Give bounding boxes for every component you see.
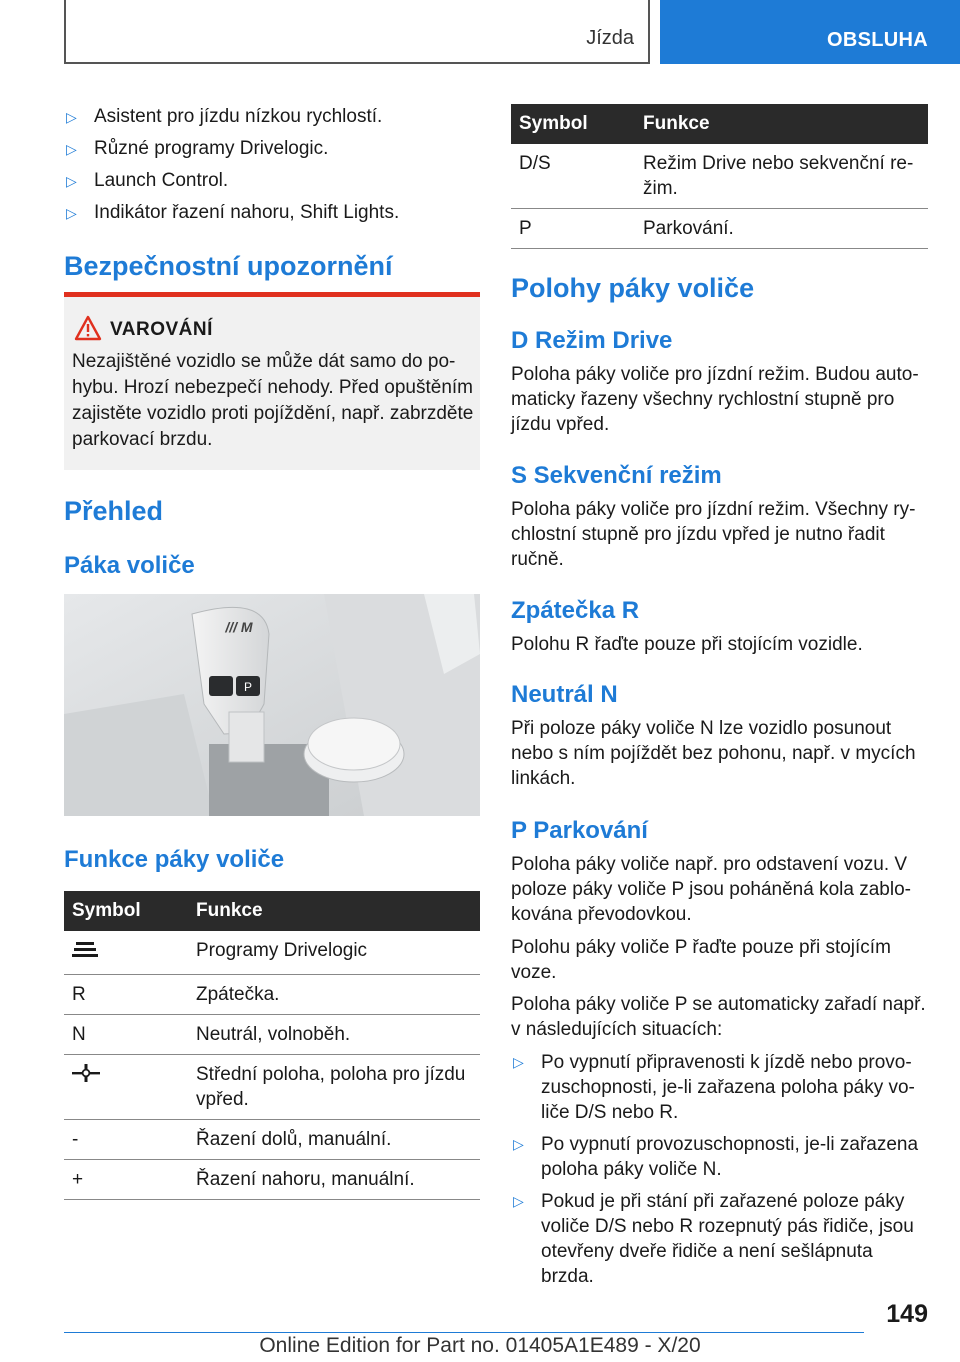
warning-triangle-icon xyxy=(74,315,102,341)
svg-text:/// M: /// M xyxy=(225,619,253,635)
table-header-row xyxy=(64,891,480,931)
triangle-bullet-icon: ▷ xyxy=(513,1054,524,1070)
table-row xyxy=(64,931,480,975)
symbol-cell: R xyxy=(64,975,188,1015)
function-cell: Parkování. xyxy=(635,209,928,249)
function-cell: Střední poloha, poloha pro jízdu vpřed. xyxy=(188,1055,480,1120)
col-function-header: Funkce xyxy=(635,104,928,144)
table-row xyxy=(64,975,480,1015)
table-row xyxy=(64,1055,480,1120)
svg-text:P: P xyxy=(243,680,253,694)
symbol-cell: + xyxy=(64,1160,188,1200)
positions-heading: Polohy páky voliče xyxy=(511,273,755,303)
warning-text: Nezajištěné vozidlo se může dát samo do po-hybu. Hrozí nebezpečí nehody. Před opuštěním zajistěte vozidlo proti pojíždění, např. zabrzděte parkovací brzdu. xyxy=(72,351,474,450)
symbol-table-wrap xyxy=(511,104,928,249)
reverse-text: Polohu R řaďte pouze při stojícím vozidle. xyxy=(511,634,863,655)
park-text-1: Poloha páky voliče např. pro odstavení vozu. V poloze páky voliče P jsou poháněná kola zablo-kována převodovkou. xyxy=(511,854,911,925)
park-text-2: Polohu páky voliče P řaďte pouze při stojícím voze. xyxy=(511,937,891,983)
table-row xyxy=(511,209,928,249)
drive-mode-heading: D Režim Drive xyxy=(511,327,673,354)
symbol-cell xyxy=(64,1055,188,1120)
table-row xyxy=(64,1120,480,1160)
symbol-table xyxy=(511,104,928,249)
functions-table-wrap xyxy=(64,891,480,1200)
page-number: 149 xyxy=(886,1300,928,1328)
neutral-heading: Neutrál N xyxy=(511,681,618,708)
header-chapter-box xyxy=(64,0,650,64)
triangle-bullet-icon: ▷ xyxy=(66,109,77,125)
triangle-bullet-icon: ▷ xyxy=(513,1136,524,1152)
symbol-cell: P xyxy=(511,209,635,249)
symbol-cell: D/S xyxy=(511,144,635,209)
gear-selector-illustration xyxy=(64,594,480,816)
table-row xyxy=(64,1015,480,1055)
drive-mode-text: Poloha páky voliče pro jízdní režim. Budou auto-maticky řazeny všechny rychlostní stupně pro jízdu vpřed. xyxy=(511,364,919,435)
park-situations-list xyxy=(511,1050,928,1289)
park-text-3: Poloha páky voliče P se automaticky zařadí např. v následujících situacích: xyxy=(511,994,926,1040)
triangle-bullet-icon: ▷ xyxy=(66,173,77,189)
function-cell: Neutrál, volnoběh. xyxy=(188,1015,480,1055)
symbol-cell xyxy=(64,931,188,975)
park-heading: P Parkování xyxy=(511,817,648,844)
function-cell: Řazení dolů, manuální. xyxy=(188,1120,480,1160)
functions-table xyxy=(64,891,480,1200)
col-symbol-header: Symbol xyxy=(64,891,188,931)
footer-edition: Online Edition for Part no. 01405A1E489 - X/20 xyxy=(259,1334,701,1357)
function-cell: Řazení nahoru, manuální. xyxy=(188,1160,480,1200)
warning-box xyxy=(64,292,480,470)
triangle-bullet-icon: ▷ xyxy=(66,141,77,157)
table-row xyxy=(511,144,928,209)
safety-heading: Bezpečnostní upozornění xyxy=(64,251,393,281)
header-section-tab[interactable] xyxy=(660,0,960,64)
list-item: ▷ Po vypnutí připravenosti k jízdě nebo provo-zuschopnosti, je-li zařazena poloha páky vo-liče D/S nebo R. xyxy=(513,1052,915,1123)
reverse-heading: Zpátečka R xyxy=(511,597,640,624)
header-chapter: Jízda xyxy=(586,27,634,49)
col-function-header: Funkce xyxy=(188,891,480,931)
triangle-bullet-icon: ▷ xyxy=(513,1193,524,1209)
list-item: ▷ Launch Control. xyxy=(64,168,480,194)
triangle-bullet-icon: ▷ xyxy=(66,205,77,221)
selector-lever-heading: Páka voliče xyxy=(64,552,195,579)
symbol-cell: - xyxy=(64,1120,188,1160)
list-item: ▷ Různé programy Drivelogic. xyxy=(64,136,480,162)
footer-divider xyxy=(64,1332,864,1333)
drivelogic-icon xyxy=(72,938,98,960)
header-section-label: OBSLUHA xyxy=(827,29,928,51)
center-position-icon xyxy=(72,1062,100,1084)
function-cell: Zpátečka. xyxy=(188,975,480,1015)
neutral-text: Při poloze páky voliče N lze vozidlo posunout nebo s ním pojíždět bez pohonu, např. v mycích linkách. xyxy=(511,718,916,789)
sequential-mode-text: Poloha páky voliče pro jízdní režim. Všechny ry-chlostní stupně pro jízdu vpřed je nutno řadit ručně. xyxy=(511,499,916,570)
list-item: ▷ Indikátor řazení nahoru, Shift Lights. xyxy=(64,200,480,226)
col-symbol-header: Symbol xyxy=(511,104,635,144)
feature-list xyxy=(64,104,480,226)
selector-lever-photo xyxy=(64,594,480,816)
warning-title: VAROVÁNÍ xyxy=(110,319,213,340)
symbol-cell: N xyxy=(64,1015,188,1055)
list-item: ▷ Asistent pro jízdu nízkou rychlostí. xyxy=(64,104,480,130)
functions-heading: Funkce páky voliče xyxy=(64,846,285,873)
table-header-row xyxy=(511,104,928,144)
table-row xyxy=(64,1160,480,1200)
sequential-mode-heading: S Sekvenční režim xyxy=(511,462,722,489)
list-item: ▷ Po vypnutí provozuschopnosti, je-li zařazena poloha páky voliče N. xyxy=(513,1134,919,1180)
function-cell: Režim Drive nebo sekvenční re-žim. xyxy=(635,144,928,209)
overview-heading: Přehled xyxy=(64,496,164,526)
function-cell: Programy Drivelogic xyxy=(188,931,480,975)
list-item: ▷ Pokud je při stání při zařazené poloze páky voliče D/S nebo R rozepnutý pás řidiče, jsou otevřeny dveře řidiče a není sešlápnuta brzda. xyxy=(513,1191,914,1287)
